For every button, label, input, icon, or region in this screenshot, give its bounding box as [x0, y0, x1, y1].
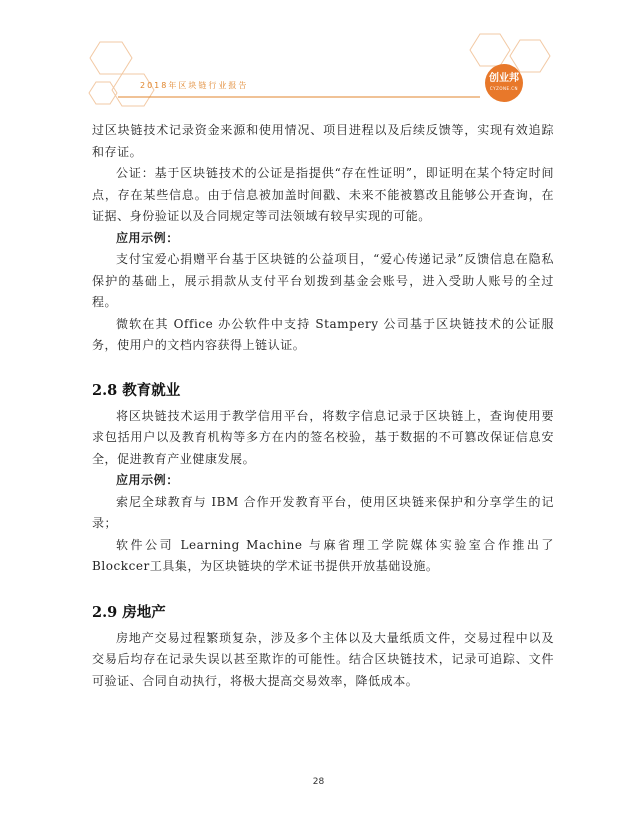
paragraph-sony: 索尼全球教育与 IBM 合作开发教育平台，使用区块链来保护和分享学生的记录； [92, 494, 554, 530]
paragraph-microsoft: 微软在其 Office 办公软件中支持 Stampery 公司基于区块链技术的公证服务，使用户的文档内容获得上链认证。 [92, 316, 554, 352]
paragraph-notary: 公证：基于区块链技术的公证是指提供“存在性证明”，即证明在某个特定时间点，存在某些信息。由于信息被加盖时间戳、未来不能被篡改且能够公开查询，在证据、身份验证以及合同规定等司法领域有较早实现的可能。 [92, 166, 554, 223]
section-heading-real-estate: 2.9 房地产 [92, 603, 166, 621]
label-application-example: 应用示例： [116, 230, 179, 245]
report-title: 2018年区块链行业报告 [140, 81, 249, 90]
page-content [92, 120, 554, 692]
page-header [0, 0, 637, 120]
section-heading-education: 2.8 教育就业 [92, 381, 181, 399]
paragraph-learning-machine: 软件公司 Learning Machine 与麻省理工学院媒体实验室合作推出了Blockcer工具集，为区块链块的学术证书提供开放基础设施。 [92, 537, 554, 573]
paragraph-continuation: 过区块链技术记录资金来源和使用情况、项目进程以及后续反馈等，实现有效追踪和存证。 [92, 123, 554, 159]
label-application-example: 应用示例： [116, 473, 179, 487]
paragraph-alipay: 支付宝爱心捐赠平台基于区块链的公益项目，“爱心传递记录”反馈信息在隐私保护的基础上，展示捐款从支付平台划拨到基金会账号，进入受助人账号的全过程。 [92, 252, 554, 309]
logo-subtext: CYZONE.CN [489, 86, 519, 91]
paragraph-education: 将区块链技术运用于教学信用平台，将数字信息记录于区块链上，查询使用要求包括用户以及教育机构等多方在内的签名校验，基于数据的不可篡改保证信息安全，促进教育产业健康发展。 [92, 408, 554, 466]
hexagon-decoration-icon [0, 0, 637, 120]
page-number: 28 [312, 777, 325, 787]
paragraph-real-estate: 房地产交易过程繁琐复杂，涉及多个主体以及大量纸质文件，交易过程中以及交易后均存在记录失误以甚至欺诈的可能性。结合区块链技术，记录可追踪、文件可验证、合同自动执行，将极大提高交易效率，降低成本。 [92, 630, 554, 688]
logo-text: 创业邦 [489, 73, 519, 84]
logo [485, 64, 523, 102]
